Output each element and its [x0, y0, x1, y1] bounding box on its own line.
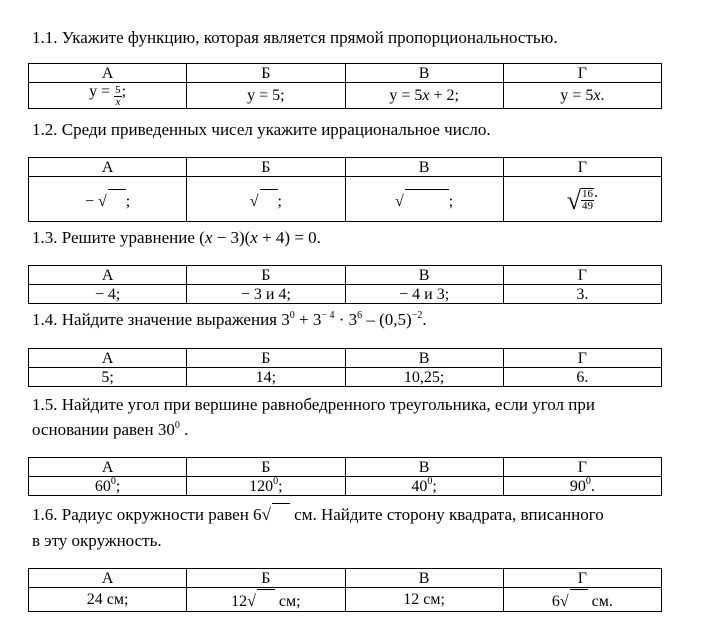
question-1-1: 1.1. Укажите функцию, которая является прямой пропорциональностью. [32, 28, 558, 47]
answer-table-1-6 [28, 568, 662, 612]
header-b: Б [187, 266, 345, 285]
answer-a: − √ ; [29, 177, 187, 222]
header-a: А [29, 64, 187, 83]
header-c: В [345, 158, 503, 177]
header-a: А [29, 158, 187, 177]
question-1-2: 1.2. Среди приведенных чисел укажите иррациональное число. [32, 120, 491, 139]
question-1-6-line-2: в эту окружность. [32, 531, 162, 550]
answer-c: $40^0$; [345, 477, 503, 496]
answer-a: y = $\frac{5}{x}$ ; [29, 83, 187, 109]
header-c: В [345, 64, 503, 83]
header-b: Б [187, 349, 345, 368]
answer-d: $90^0$. [503, 477, 661, 496]
answer-c: √ ; [345, 177, 503, 222]
fraction: $\frac{16}{49}$ [582, 188, 594, 212]
answer-d: y = 5x. [503, 83, 661, 109]
answer-table-1-4 [28, 348, 662, 387]
answer-d: 3. [503, 285, 661, 304]
sqrt-sign-icon: √ [395, 192, 404, 210]
header-b: Б [187, 158, 345, 177]
answer-b: √ ; [187, 177, 345, 222]
answer-table-1-5 [28, 457, 662, 496]
header-b: Б [187, 458, 345, 477]
sqrt-sign-icon: √ [566, 186, 582, 215]
sqrt-sign-icon: √ [559, 593, 569, 610]
question-1-6-line-1: 1.6. Радиус окружности равен 6√ см. Найдите сторону квадрата, вписанного [32, 505, 604, 524]
header-a: А [29, 349, 187, 368]
sqrt-sign-icon: √ [247, 593, 256, 610]
question-1-5-line-2: основании равен $30^0$ . [32, 420, 189, 439]
answer-a: $60^0$; [29, 477, 187, 496]
header-d: Г [503, 569, 661, 588]
answer-d: 6√ см. [503, 588, 661, 612]
answer-d: √ $\frac{16}{49}$ . [503, 177, 661, 222]
answer-table-1-2 [28, 157, 662, 222]
answer-c: 12 см; [345, 588, 503, 612]
question-1-3: 1.3. Решите уравнение (x − 3)(x + 4) = 0. [32, 228, 321, 247]
sqrt-sign-icon: √ [249, 192, 259, 210]
header-d: Г [503, 349, 661, 368]
header-a: А [29, 569, 187, 588]
answer-b: − 3 и 4; [187, 285, 345, 304]
header-d: Г [503, 266, 661, 285]
header-c: В [345, 349, 503, 368]
sqrt-sign-icon: √ [261, 505, 271, 524]
answer-b: 12√ см; [187, 588, 345, 612]
header-c: В [345, 569, 503, 588]
answer-b: $120^0$; [187, 477, 345, 496]
answer-a: 5; [29, 368, 187, 387]
header-d: Г [503, 64, 661, 83]
answer-table-1-1 [28, 63, 662, 109]
header-c: В [345, 266, 503, 285]
header-d: Г [503, 158, 661, 177]
answer-b: y = 5; [187, 83, 345, 109]
question-1-4: 1.4. Найдите значение выражения $3^0 + 3^{- 4} \cdot 3^6 - (0,5)^{-2}$. [32, 310, 427, 329]
question-1-5-line-1: 1.5. Найдите угол при вершине равнобедренного треугольника, если угол при [32, 395, 595, 414]
answer-a: 24 см; [29, 588, 187, 612]
header-a: А [29, 266, 187, 285]
answer-c: y = 5x + 2; [345, 83, 503, 109]
header-a: А [29, 458, 187, 477]
header-d: Г [503, 458, 661, 477]
answer-c: − 4 и 3; [345, 285, 503, 304]
header-c: В [345, 458, 503, 477]
answer-d: 6. [503, 368, 661, 387]
fraction: $\frac{5}{x}$ [115, 84, 121, 108]
answer-table-1-3 [28, 265, 662, 304]
header-b: Б [187, 64, 345, 83]
answer-a: − 4; [29, 285, 187, 304]
header-b: Б [187, 569, 345, 588]
answer-b: 14; [187, 368, 345, 387]
answer-c: 10,25; [345, 368, 503, 387]
sqrt-sign-icon: √ [98, 192, 107, 210]
